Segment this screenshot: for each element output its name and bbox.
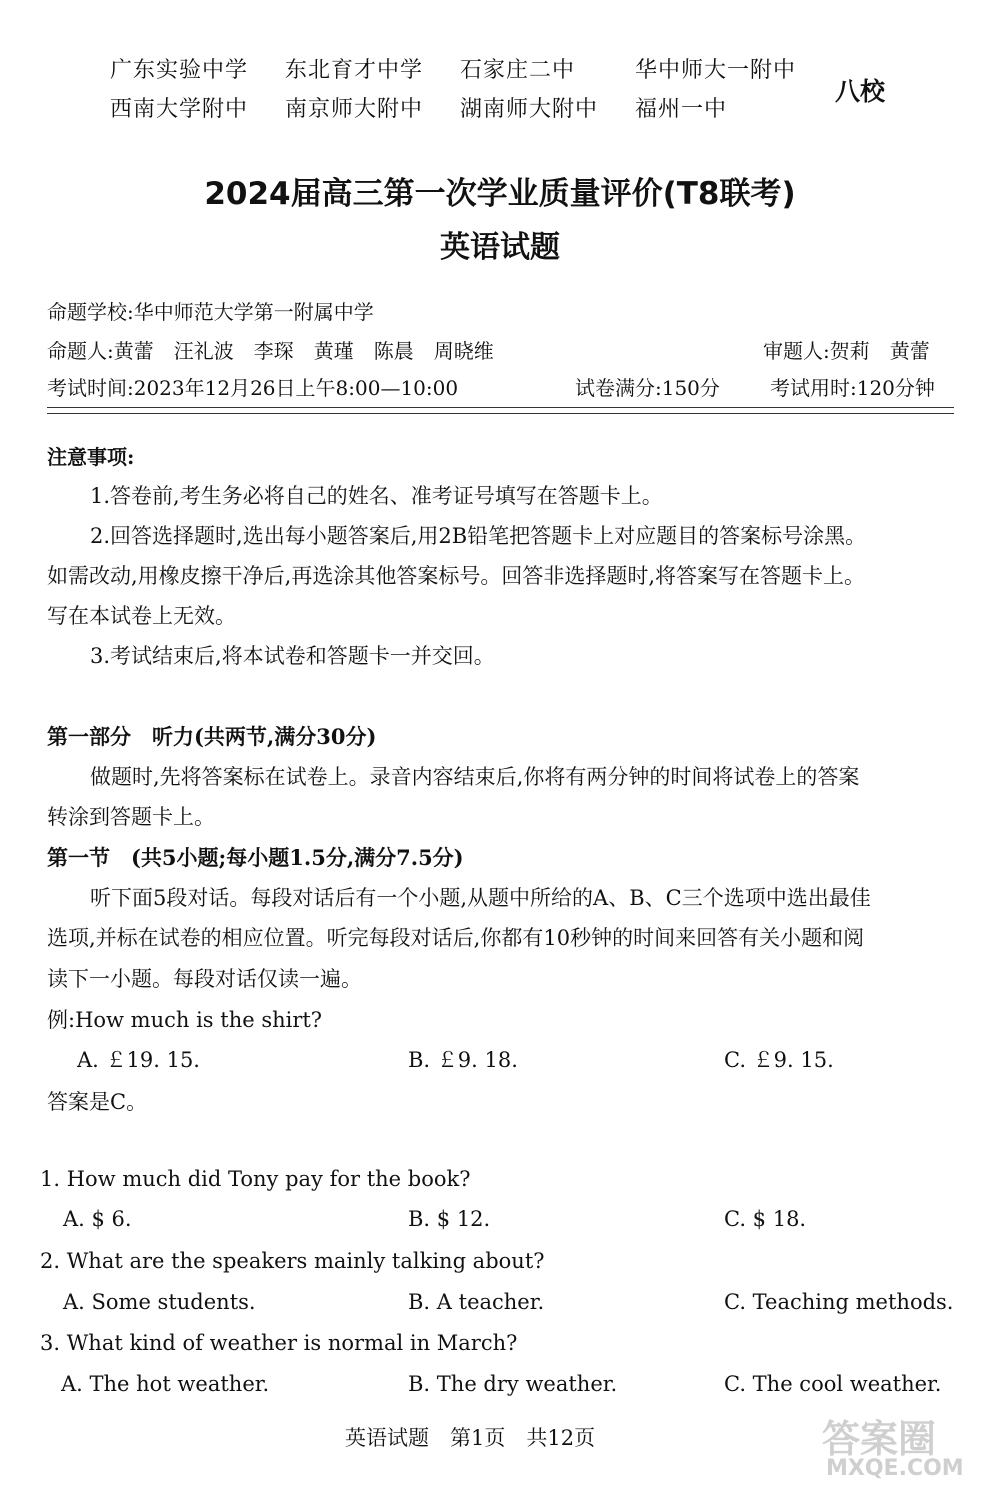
part-heading: 第一部分 听力(共两节,满分30分) [47,724,377,749]
part-intro: 做题时,先将答案标在试卷上。录音内容结束后,你将有两分钟的时间将试卷上的答案 [90,765,860,789]
school-name: 湖南师大附中 [460,97,599,122]
example-option: B. ￡9. 18. [408,1048,518,1072]
question-option: A. The hot weather. [61,1372,270,1396]
section-intro: 听下面5段对话。每段对话后有一个小题,从题中所给的A、B、C三个选项中选出最佳 [90,886,871,910]
page-footer: 英语试题 第1页 共12页 [345,1426,596,1450]
question-option: A. Some students. [63,1290,256,1314]
reviewers: 审题人:贺莉 黄蕾 [763,339,930,363]
school-name: 西南大学附中 [110,97,249,122]
question-option: B. A teacher. [408,1290,545,1314]
example-question: 例:How much is the shirt? [47,1008,323,1032]
question-option: C. $ 18. [724,1207,807,1231]
example-option: C. ￡9. 15. [724,1048,834,1072]
notice-item: 写在本试卷上无效。 [47,604,236,628]
exam-title: 2024届高三第一次学业质量评价(T8联考) [204,176,796,212]
school-name: 华中师大一附中 [635,58,797,83]
notice-item: 如需改动,用橡皮擦干净后,再选涂其他答案标号。回答非选择题时,将答案写在答题卡上。 [47,564,866,588]
question-option: B. The dry weather. [408,1372,618,1396]
example-option: A. ￡19. 15. [77,1048,200,1072]
notice-item: 3.考试结束后,将本试卷和答题卡一并交回。 [90,644,495,668]
watermark-logo: 答案圈 [822,1417,937,1461]
school-name: 石家庄二中 [460,58,576,83]
full-score: 试卷满分:150分 [575,376,720,400]
notice-item: 1.答卷前,考生务必将自己的姓名、准考证号填写在答题卡上。 [90,484,663,508]
notice-item: 2.回答选择题时,选出每小题答案后,用2B铅笔把答题卡上对应题目的答案标号涂黑。 [90,524,867,548]
section-heading: 第一节 (共5小题;每小题1.5分,满分7.5分) [47,845,464,870]
school-name: 南京师大附中 [285,97,424,122]
divider-top [47,407,954,408]
exam-duration: 考试用时:120分钟 [770,376,935,400]
setting-school: 命题学校:华中师范大学第一附属中学 [47,300,374,324]
question-stem: 1. How much did Tony pay for the book? [40,1167,471,1191]
question-option: A. $ 6. [63,1207,132,1231]
example-answer: 答案是C。 [47,1090,148,1114]
notice-heading: 注意事项: [47,445,135,469]
exam-time: 考试时间:2023年12月26日上午8:00—10:00 [47,376,459,400]
eight-schools-tag: 八校 [835,77,886,106]
section-intro: 选项,并标在试卷的相应位置。听完每段对话后,你都有10秒钟的时间来回答有关小题和阅 [47,926,865,950]
question-option: B. $ 12. [408,1207,491,1231]
divider-bottom [47,413,954,414]
question-stem: 3. What kind of weather is normal in March? [40,1331,518,1355]
authors: 命题人:黄蕾 汪礼波 李琛 黄瑾 陈晨 周晓维 [47,339,494,363]
question-option: C. Teaching methods. [724,1290,954,1314]
section-intro: 读下一小题。每段对话仅读一遍。 [47,967,362,991]
school-name: 福州一中 [635,97,728,122]
part-intro: 转涂到答题卡上。 [47,805,215,829]
question-stem: 2. What are the speakers mainly talking about? [40,1249,545,1273]
exam-subject: 英语试题 [440,230,560,265]
school-name: 广东实验中学 [110,58,249,83]
school-name: 东北育才中学 [285,58,424,83]
watermark-url: MXQE.COM [826,1456,964,1481]
question-option: C. The cool weather. [724,1372,942,1396]
